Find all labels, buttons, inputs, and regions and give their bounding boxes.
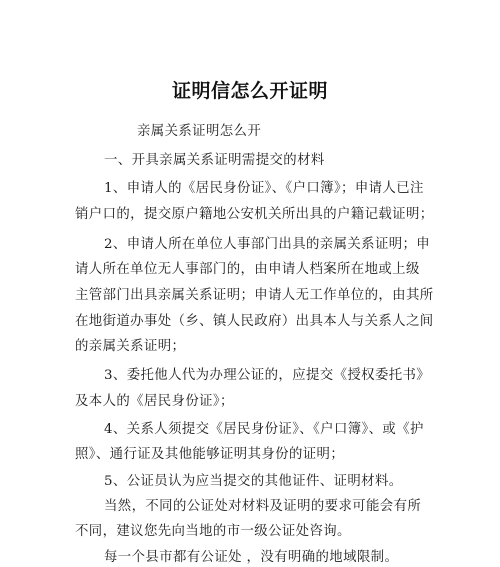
paragraph-line: 照》、通行证及其他能够证明其身份的证明； bbox=[75, 447, 345, 462]
paragraph-line: 主管部门出具亲属关系证明；申请人无工作单位的，由其所 bbox=[75, 288, 434, 303]
paragraph-line: 及本人的《居民身份证》； bbox=[75, 394, 234, 409]
paragraph-line: 1、申请人的《居民身份证》、《户口簿》；申请人已注 bbox=[104, 181, 424, 196]
paragraph-line: 在地街道办事处（乡、镇人民政府）出具本人与关系人之间 bbox=[75, 314, 434, 329]
paragraph-line: 当然，不同的公证处对材料及证明的要求可能会有所 bbox=[104, 499, 422, 514]
paragraph-line: 不同，建议您先向当地的市一级公证处咨询。 bbox=[75, 524, 351, 539]
document-title: 证明信怎么开证明 bbox=[171, 80, 328, 102]
paragraph-line: 每一个县市都有公证处 ，没有明确的地域限制。 bbox=[104, 550, 399, 565]
section-heading-line: 一、开具亲属关系证明需提交的材料 bbox=[104, 153, 325, 168]
paragraph-line: 2、申请人所在单位人事部门出具的亲属关系证明；申 bbox=[104, 237, 431, 252]
paragraph-line: 的亲属关系证明； bbox=[75, 339, 186, 354]
paragraph-line: 请人所在单位无人事部门的，由申请人档案所在地或上级 bbox=[75, 262, 420, 277]
paragraph-line: 销户口的，提交原户籍地公安机关所出具的户籍记载证明； bbox=[75, 207, 434, 222]
paragraph-line: 5、公证员认为应当提交的其他证件、证明材料。 bbox=[104, 474, 403, 489]
paragraph-line: 3、委托他人代为办理公证的，应提交《授权委托书》 bbox=[104, 368, 431, 383]
paragraph-line: 4、关系人须提交《居民身份证》、《户口簿》、或《护 bbox=[104, 422, 424, 437]
subheading-line: 亲属关系证明怎么开 bbox=[137, 124, 262, 139]
